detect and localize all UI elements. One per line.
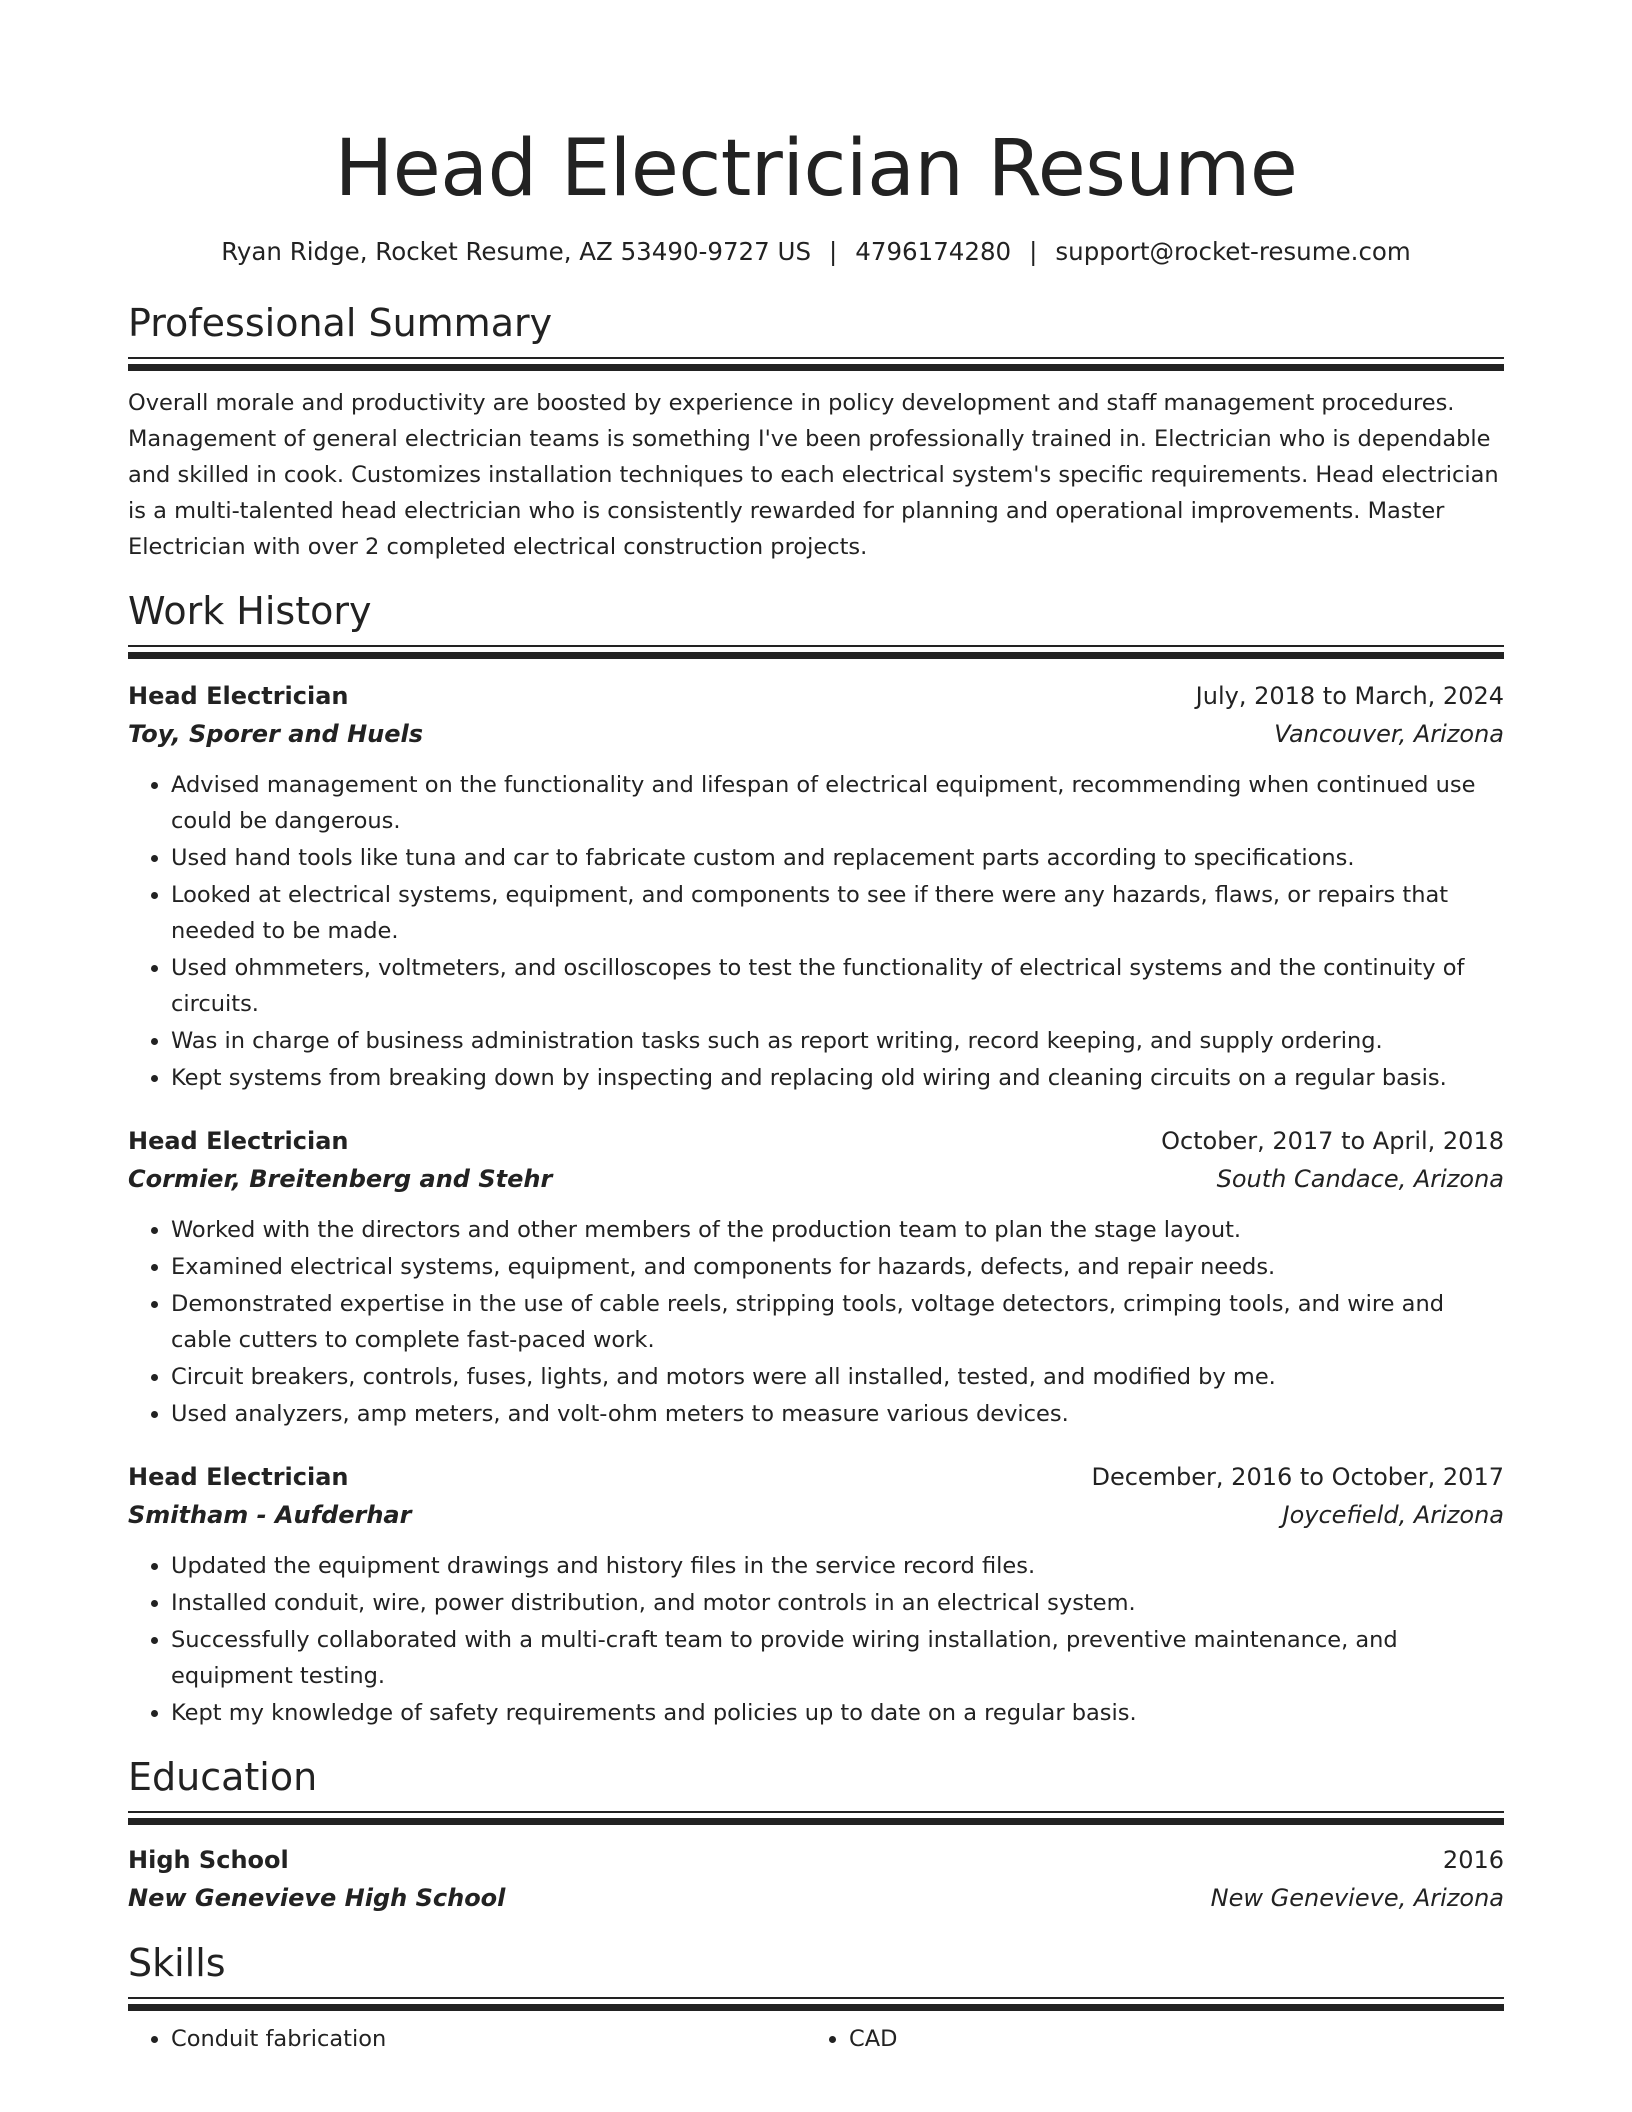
job-bullet: • Installed conduit, wire, power distribution, and motor controls in an electrical system. [171,1585,1504,1621]
work-history-heading: Work History [128,589,372,633]
job-bullet: • Kept systems from breaking down by inspecting and replacing old wiring and cleaning circuits on a regular basis. [171,1060,1504,1096]
job-bullet-list [128,1548,1504,1731]
education-degree: High School [128,1846,289,1874]
job-location: Vancouver, Arizona [1274,720,1504,748]
education-year: 2016 [1442,1846,1504,1874]
section-divider [128,1997,1504,2011]
summary-text: Overall morale and productivity are boosted by experience in policy development and staff management procedures. Management of general electrician teams is something I've been professionally trained in. Electrician who is dependable and skilled in cook. Customizes installation techniques to each electrical system's specific requirements. Head electrician is a multi-talented head electrician who is consistently rewarded for planning and operational improvements. Master Electrician with over 2 completed electrical construction projects. [128,390,1499,560]
section-divider [128,1811,1504,1825]
job-list [128,677,1504,1731]
contact-address: Ryan Ridge, Rocket Resume, AZ 53490-9727 US [221,237,811,266]
education-section [128,1753,1504,1917]
job-dates: December, 2016 to October, 2017 [1091,1463,1504,1491]
job-bullet: • Demonstrated expertise in the use of cable reels, stripping tools, voltage detectors, crimping tools, and wire and cable cutters to complete fast-paced work. [171,1286,1504,1358]
summary-heading: Professional Summary [128,301,553,345]
job-company: Cormier, Breitenberg and Stehr [128,1165,553,1193]
education-heading: Education [128,1755,318,1799]
job-title: Head Electrician [128,1463,349,1491]
job-bullet: • Successfully collaborated with a multi-craft team to provide wiring installation, preventive maintenance, and equipment testing. [171,1622,1504,1694]
job-bullet-list [128,1212,1504,1432]
work-history-section [128,587,1504,1731]
job-entry [128,1122,1504,1432]
job-dates: October, 2017 to April, 2018 [1161,1127,1504,1155]
skills-heading: Skills [128,1941,226,1985]
section-divider [128,357,1504,371]
job-bullet: • Was in charge of business administration tasks such as report writing, record keeping, and supply ordering. [171,1023,1504,1059]
job-bullet: • Kept my knowledge of safety requirements and policies up to date on a regular basis. [171,1695,1504,1731]
job-bullet: • Updated the equipment drawings and history files in the service record files. [171,1548,1504,1584]
education-location: New Genevieve, Arizona [1210,1884,1504,1912]
section-divider [128,645,1504,659]
skills-section [128,1939,1504,2057]
contact-phone: 4796174280 [855,237,1012,266]
job-bullet: • Advised management on the functionality and lifespan of electrical equipment, recommending when continued use could be dangerous. [171,767,1504,839]
job-bullet: • Looked at electrical systems, equipment, and components to see if there were any hazards, flaws, or repairs that needed to be made. [171,877,1504,949]
skill-item: • Conduit fabrication [171,2021,806,2057]
contact-email: support@rocket-resume.com [1055,237,1411,266]
job-title: Head Electrician [128,1127,349,1155]
job-company: Toy, Sporer and Huels [128,720,424,748]
resume-title: Head Electrician Resume [334,124,1298,214]
job-bullet: • Circuit breakers, controls, fuses, lights, and motors were all installed, tested, and modified by me. [171,1359,1504,1395]
job-dates: July, 2018 to March, 2024 [1195,682,1504,710]
education-entry [128,1841,1504,1917]
skills-column-right [806,2021,1484,2057]
job-bullet: • Used ohmmeters, voltmeters, and oscilloscopes to test the functionality of electrical systems and the continuity of circuits. [171,950,1504,1022]
skill-item: • CAD [849,2021,1484,2057]
job-company: Smitham - Aufderhar [128,1501,412,1529]
job-bullet: • Worked with the directors and other members of the production team to plan the stage layout. [171,1212,1504,1248]
job-bullet: • Used hand tools like tuna and car to fabricate custom and replacement parts according to specifications. [171,840,1504,876]
job-title: Head Electrician [128,682,349,710]
summary-section [128,299,1504,565]
education-school: New Genevieve High School [128,1884,506,1912]
job-bullet: • Used analyzers, amp meters, and volt-ohm meters to measure various devices. [171,1396,1504,1432]
skills-list [128,2021,1504,2057]
job-location: South Candace, Arizona [1216,1165,1504,1193]
job-entry [128,1458,1504,1731]
job-location: Joycefield, Arizona [1282,1501,1504,1529]
contact-separator: | [1029,237,1038,266]
skills-column-left [128,2021,806,2057]
contact-line [128,235,1504,269]
resume-content [128,0,1504,2057]
job-entry [128,677,1504,1096]
contact-separator: | [829,237,838,266]
job-bullet: • Examined electrical systems, equipment, and components for hazards, defects, and repair needs. [171,1249,1504,1285]
job-bullet-list [128,767,1504,1096]
